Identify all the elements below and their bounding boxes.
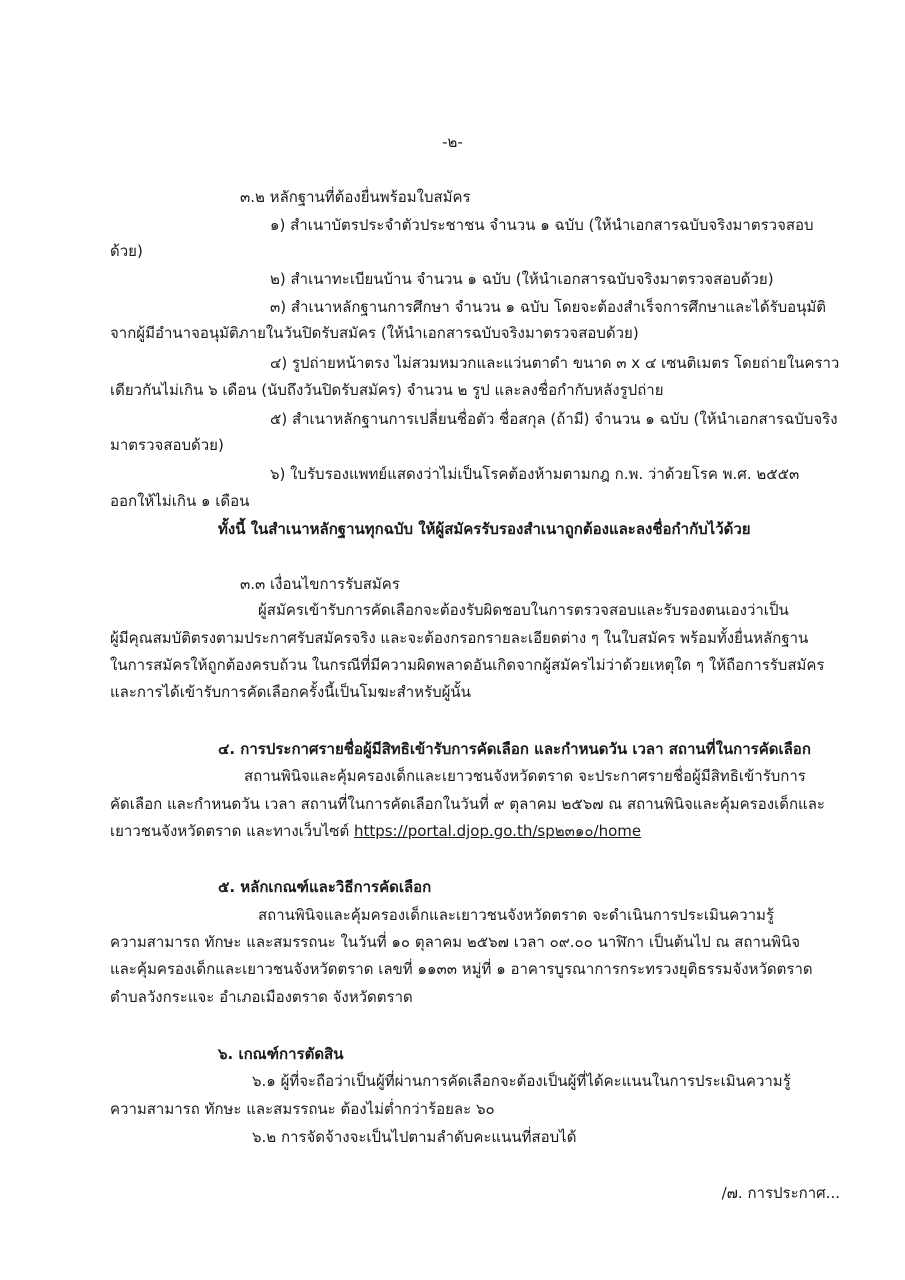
sec-3-3-line2: ผู้มีคุณสมบัติตรงตามประกาศรับสมัครจริง และจะต้องกรอกรายละเอียดต่าง ๆ ในใบสมัคร พร้อมทั้งยื่นหลักฐาน [110, 629, 809, 647]
sec-5-line3: และคุ้มครองเด็กและเยาวชนจังหวัดตราด เลขที่ ๑๑๓๓ หมู่ที่ ๑ อาคารบูรณาการกระทรวงยุติธรรมจังหวัดตราด [110, 960, 813, 978]
sec-4-line1: สถานพินิจและคุ้มครองเด็กและเยาวชนจังหวัดตราด จะประกาศรายชื่อผู้มีสิทธิเข้ารับการ [244, 767, 806, 785]
sec-3-2-item5-line1: ๕) สำเนาหลักฐานการเปลี่ยนชื่อตัว ชื่อสกุล (ถ้ามี) จำนวน ๑ ฉบับ (ให้นำเอกสารฉบับจริง [270, 410, 838, 428]
sec-3-3-line1: ผู้สมัครเข้ารับการคัดเลือกจะต้องรับผิดชอบในการตรวจสอบและรับรองตนเองว่าเป็น [258, 601, 789, 619]
sec-3-2-item1-line2: ด้วย) [110, 242, 143, 260]
sec-5-heading: ๕. หลักเกณฑ์และวิธีการคัดเลือก [218, 878, 432, 896]
sec-3-2-item3-line1: ๓) สำเนาหลักฐานการศึกษา จำนวน ๑ ฉบับ โดยจะต้องสำเร็จการศึกษาและได้รับอนุมัติ [270, 298, 827, 316]
sec-3-2-item6-line1: ๖) ใบรับรองแพทย์แสดงว่าไม่เป็นโรคต้องห้ามตามกฎ ก.พ. ว่าด้วยโรค พ.ศ. ๒๕๕๓ [270, 465, 800, 483]
sec-6-heading: ๖. เกณฑ์การตัดสิน [218, 1045, 344, 1063]
sec-3-3-line3: ในการสมัครให้ถูกต้องครบถ้วน ในกรณีที่มีความผิดพลาดอันเกิดจากผู้สมัครไม่ว่าด้วยเหตุใด ๆ ให้ถือการรับสมัคร [110, 656, 825, 674]
sec-6-item2: ๖.๒ การจัดจ้างจะเป็นไปตามลำดับคะแนนที่สอบได้ [252, 1128, 577, 1146]
sec-3-3-line4: และการได้เข้ารับการคัดเลือกครั้งนี้เป็นโมฆะสำหรับผู้นั้น [110, 683, 471, 701]
sec-3-2-heading: ๓.๒ หลักฐานที่ต้องยื่นพร้อมใบสมัคร [240, 188, 471, 206]
sec-3-2-item6-line2: ออกให้ไม่เกิน ๑ เดือน [110, 492, 250, 510]
sec-4-line3 [110, 820, 641, 842]
sec-3-2-item4-line2: เดียวกันไม่เกิน ๖ เดือน (นับถึงวันปิดรับสมัคร) จำนวน ๒ รูป และลงชื่อกำกับหลังรูปถ่าย [110, 381, 664, 399]
sec-5-line1: สถานพินิจและคุ้มครองเด็กและเยาวชนจังหวัดตราด จะดำเนินการประเมินความรู้ [258, 906, 774, 924]
sec-3-2-note: ทั้งนี้ ในสำเนาหลักฐานทุกฉบับ ให้ผู้สมัครรับรองสำเนาถูกต้องและลงชื่อกำกับไว้ด้วย [218, 520, 751, 538]
sec-3-2-item4-line1: ๔) รูปถ่ายหน้าตรง ไม่สวมหมวกและแว่นตาดำ ขนาด ๓ x ๔ เซนติเมตร โดยถ่ายในคราว [270, 354, 840, 372]
sec-5-line2: ความสามารถ ทักษะ และสมรรถนะ ในวันที่ ๑๐ ตุลาคม ๒๕๖๗ เวลา ๐๙.๐๐ นาฬิกา เป็นต้นไป ณ สถานพินิจ [110, 933, 801, 951]
sec-3-2-item5-line2: มาตรวจสอบด้วย) [110, 436, 224, 454]
sec-3-2-item3-line2: จากผู้มีอำนาจอนุมัติภายในวันปิดรับสมัคร (ให้นำเอกสารฉบับจริงมาตรวจสอบด้วย) [110, 324, 639, 342]
sec-4-line3-text: เยาวชนจังหวัดตราด และทางเว็บไซต์ [110, 822, 354, 840]
continuation-note: /๗. การประกาศ... [721, 1184, 840, 1202]
sec-3-3-heading: ๓.๓ เงื่อนไขการรับสมัคร [240, 575, 400, 593]
sec-5-line4: ตำบลวังกระแจะ อำเภอเมืองตราด จังหวัดตราด [110, 988, 413, 1006]
website-link[interactable]: https://portal.djop.go.th/sp๒๓๑๐/home [353, 822, 642, 840]
sec-6-item1-line1: ๖.๑ ผู้ที่จะถือว่าเป็นผู้ที่ผ่านการคัดเลือกจะต้องเป็นผู้ที่ได้คะแนนในการประเมินความรู้ [252, 1072, 791, 1090]
sec-4-heading: ๔. การประกาศรายชื่อผู้มีสิทธิเข้ารับการคัดเลือก และกำหนดวัน เวลา สถานที่ในการคัดเลือก [218, 740, 811, 758]
sec-4-line2: คัดเลือก และกำหนดวัน เวลา สถานที่ในการคัดเลือกในวันที่ ๙ ตุลาคม ๒๕๖๗ ณ สถานพินิจและคุ้มครองเด็กและ [110, 795, 825, 813]
sec-3-2-item1-line1: ๑) สำเนาบัตรประจำตัวประชาชน จำนวน ๑ ฉบับ (ให้นำเอกสารฉบับจริงมาตรวจสอบ [270, 216, 814, 234]
sec-6-item1-line2: ความสามารถ ทักษะ และสมรรถนะ ต้องไม่ต่ำกว่าร้อยละ ๖๐ [110, 1100, 495, 1118]
sec-3-2-item2: ๒) สำเนาทะเบียนบ้าน จำนวน ๑ ฉบับ (ให้นำเอกสารฉบับจริงมาตรวจสอบด้วย) [270, 270, 774, 288]
page-number: -๒- [442, 133, 463, 151]
